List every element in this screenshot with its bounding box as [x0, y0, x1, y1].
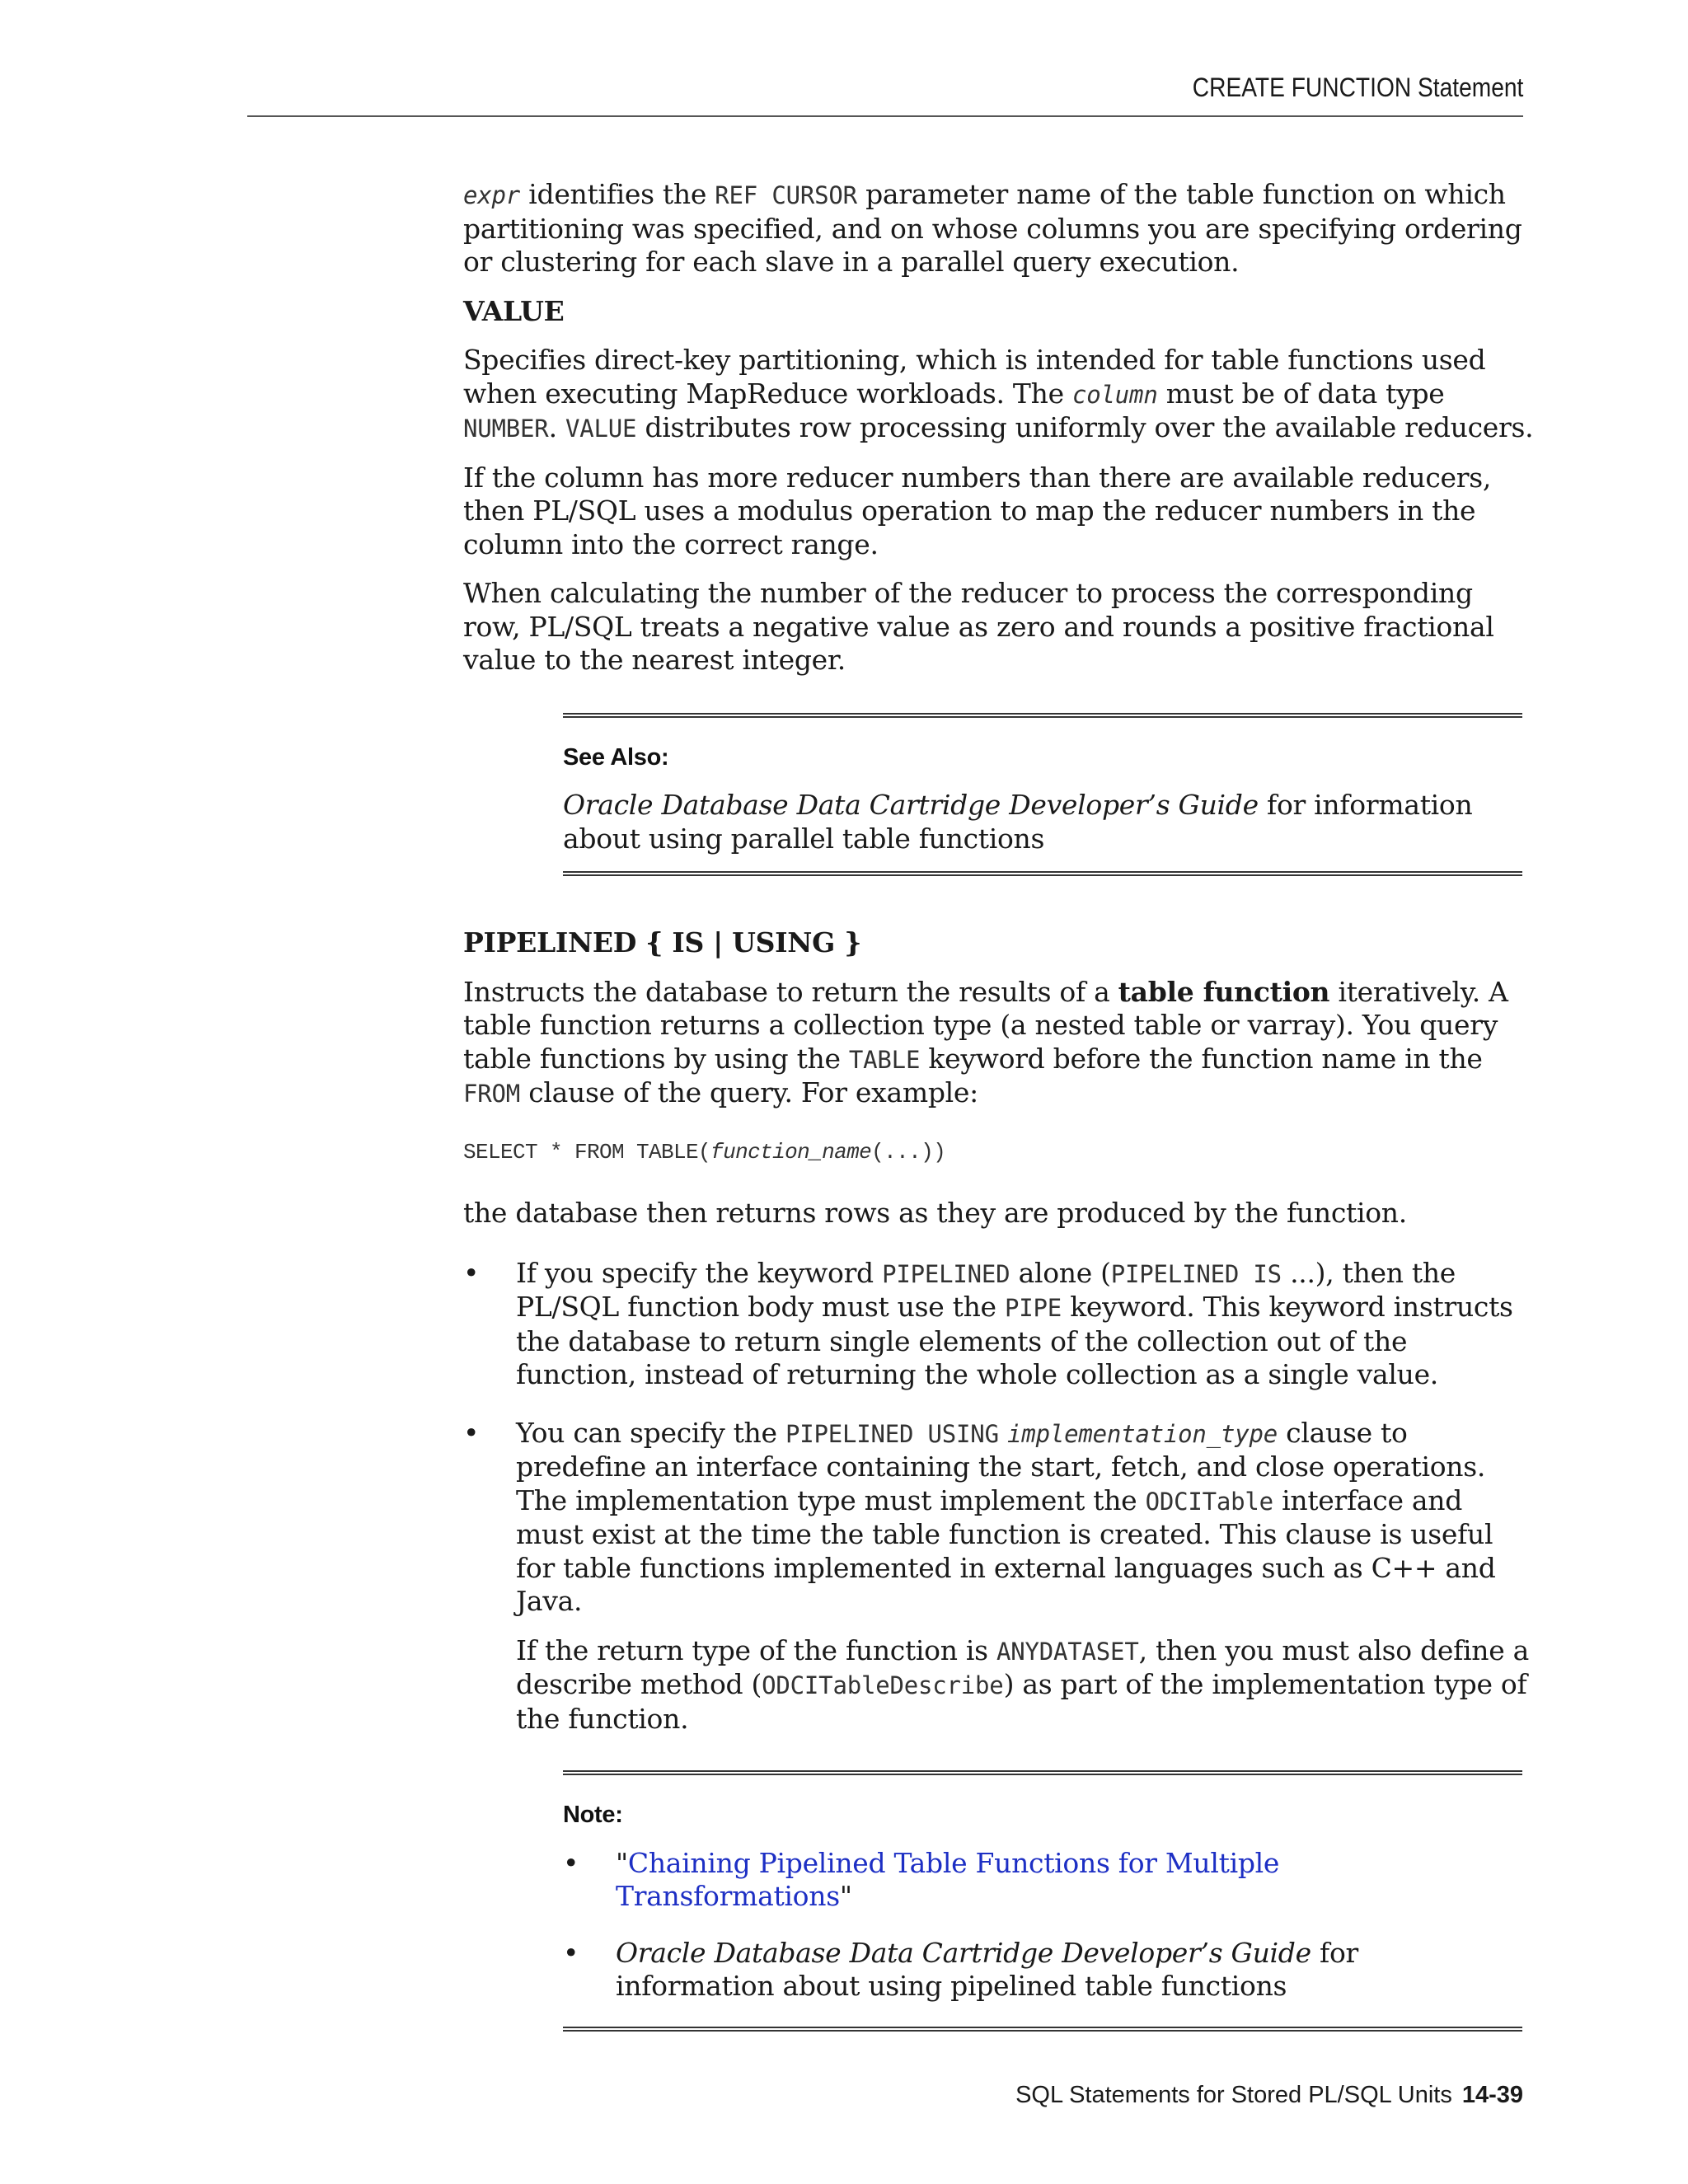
book-title: Oracle Database Data Cartridge Developer’s Guide [563, 789, 1259, 821]
header-rule [247, 115, 1523, 117]
text-run: ) as part of the implementation type of the function. [516, 1668, 1527, 1735]
pipelined-using-keyword: PIPELINED USING [785, 1419, 999, 1448]
bullet-item [463, 1417, 1535, 1736]
text-run: ...), then the PL/SQL function body must use the [516, 1256, 1456, 1323]
text-run: . [548, 411, 565, 443]
odcitable-term: ODCITable [1145, 1487, 1273, 1516]
pipelined-paragraph-2: the database then returns rows as they are produced by the function. [463, 1197, 1407, 1229]
text-run: clause to predefine an interface containing the start, fetch, and close operations. The implementation type must implement the [516, 1416, 1486, 1516]
footer-text: SQL Statements for Stored PL/SQL Units [1015, 2082, 1452, 2108]
see-also-box [563, 713, 1522, 877]
running-header: CREATE FUNCTION Statement [1192, 73, 1523, 102]
pipelined-paragraph-1 [463, 976, 1535, 1111]
text-run: keyword before the function name in the [920, 1042, 1483, 1075]
text-run: Instructs the database to return the results of a [463, 975, 1118, 1008]
number-term: NUMBER [463, 415, 549, 443]
text-run: identifies the [520, 178, 715, 210]
text-run: interface and must exist at the time the table function is created. This clause is useful for table functions implemented in external languages such as C++ and Java. [516, 1483, 1496, 1617]
box-bottom-rule [563, 2027, 1522, 2032]
text-run: parameter name of the table function on which partitioning was specified, and on whose columns you are specifying ordering or clustering for each slave in a parallel query execution. [463, 178, 1522, 278]
box-top-rule [563, 713, 1522, 718]
page-footer [1015, 2082, 1523, 2109]
text-run: alone ( [1010, 1256, 1111, 1289]
expr-term: expr [463, 181, 521, 209]
pipe-keyword: PIPE [1004, 1294, 1062, 1322]
value-heading: VALUE [463, 294, 565, 327]
table-function-term: table function [1118, 975, 1330, 1008]
pipelined-heading: PIPELINED { IS | USING } [463, 926, 862, 958]
quote-mark: " [839, 1880, 852, 1912]
odcitabledescribe-term: ODCITableDescribe [762, 1671, 1004, 1699]
value-paragraph-1 [463, 344, 1535, 446]
see-also-text [563, 789, 1522, 855]
box-bottom-rule [563, 871, 1522, 876]
page-body [463, 178, 1535, 2082]
value-paragraph-3: When calculating the number of the reducer to process the corresponding row, PL/SQL treats a negative value as zero and rounds a positive fractional value to the nearest integer. [463, 577, 1494, 676]
pipelined-is-keyword: PIPELINED IS [1110, 1259, 1282, 1288]
bullet-subparagraph [516, 1634, 1535, 1736]
text-run: iteratively. A table function returns a collection type (a nested table or varray). You query table functions by using the [463, 975, 1508, 1075]
text-run: keyword. This keyword instructs the database to return single elements of the collection out of the function, instead of returning the whole collection as a single value. [516, 1291, 1513, 1390]
ref-cursor-term: REF CURSOR [715, 181, 857, 209]
text-run: for information about using parallel table functions [563, 789, 1473, 855]
implementation-type-term: implementation_type [1007, 1419, 1278, 1448]
text-run: distributes row processing uniformly over the available reducers. [636, 411, 1534, 443]
chaining-link[interactable]: Chaining Pipelined Table Functions for Multiple Transformations [616, 1846, 1280, 1912]
text-run: clause of the query. For example: [520, 1076, 978, 1108]
text-run: If you specify the keyword [516, 1256, 883, 1289]
text-run [999, 1417, 1007, 1449]
expr-paragraph [463, 178, 1535, 279]
from-keyword: FROM [463, 1080, 521, 1108]
value-term: VALUE [565, 415, 637, 443]
value-paragraph-2: If the column has more reducer numbers than there are available reducers, then PL/SQL uses a modulus operation to map the reducer numbers in the column into the correct range. [463, 461, 1492, 560]
anydataset-term: ANYDATASET [996, 1637, 1139, 1666]
column-term: column [1072, 380, 1158, 409]
text-run: Specifies direct-key partitioning, which is intended for table functions used when executing MapReduce workloads. The [463, 344, 1486, 410]
quote-mark: " [616, 1846, 628, 1879]
code-placeholder: function_name [710, 1139, 872, 1165]
note-label: Note: [563, 1802, 623, 1828]
bullet-item [463, 1257, 1535, 1392]
table-keyword: TABLE [848, 1045, 921, 1074]
pipelined-keyword: PIPELINED [882, 1259, 1010, 1288]
pipelined-bullet-list [463, 1257, 1535, 1736]
see-also-label: See Also: [563, 743, 669, 771]
note-box [563, 1770, 1522, 2032]
code-example [463, 1136, 1535, 1169]
book-title: Oracle Database Data Cartridge Developer’s Guide [616, 1936, 1311, 1969]
text-run: , then you must also define a describe method ( [516, 1633, 1530, 1700]
note-list [563, 1847, 1522, 2004]
text-run: You can specify the [516, 1416, 785, 1449]
bullet-paragraph [516, 1417, 1535, 1619]
text-run: must be of data type [1157, 377, 1445, 410]
code-run: (...)) [871, 1139, 946, 1165]
code-run: SELECT * FROM TABLE( [463, 1139, 711, 1165]
box-top-rule [563, 1770, 1522, 1775]
note-item [563, 1937, 1522, 2004]
text-run: for information about using pipelined table functions [616, 1936, 1358, 2002]
note-item [563, 1847, 1522, 1914]
text-run: If the return type of the function is [516, 1633, 996, 1666]
page-number: 14-39 [1461, 2082, 1523, 2108]
